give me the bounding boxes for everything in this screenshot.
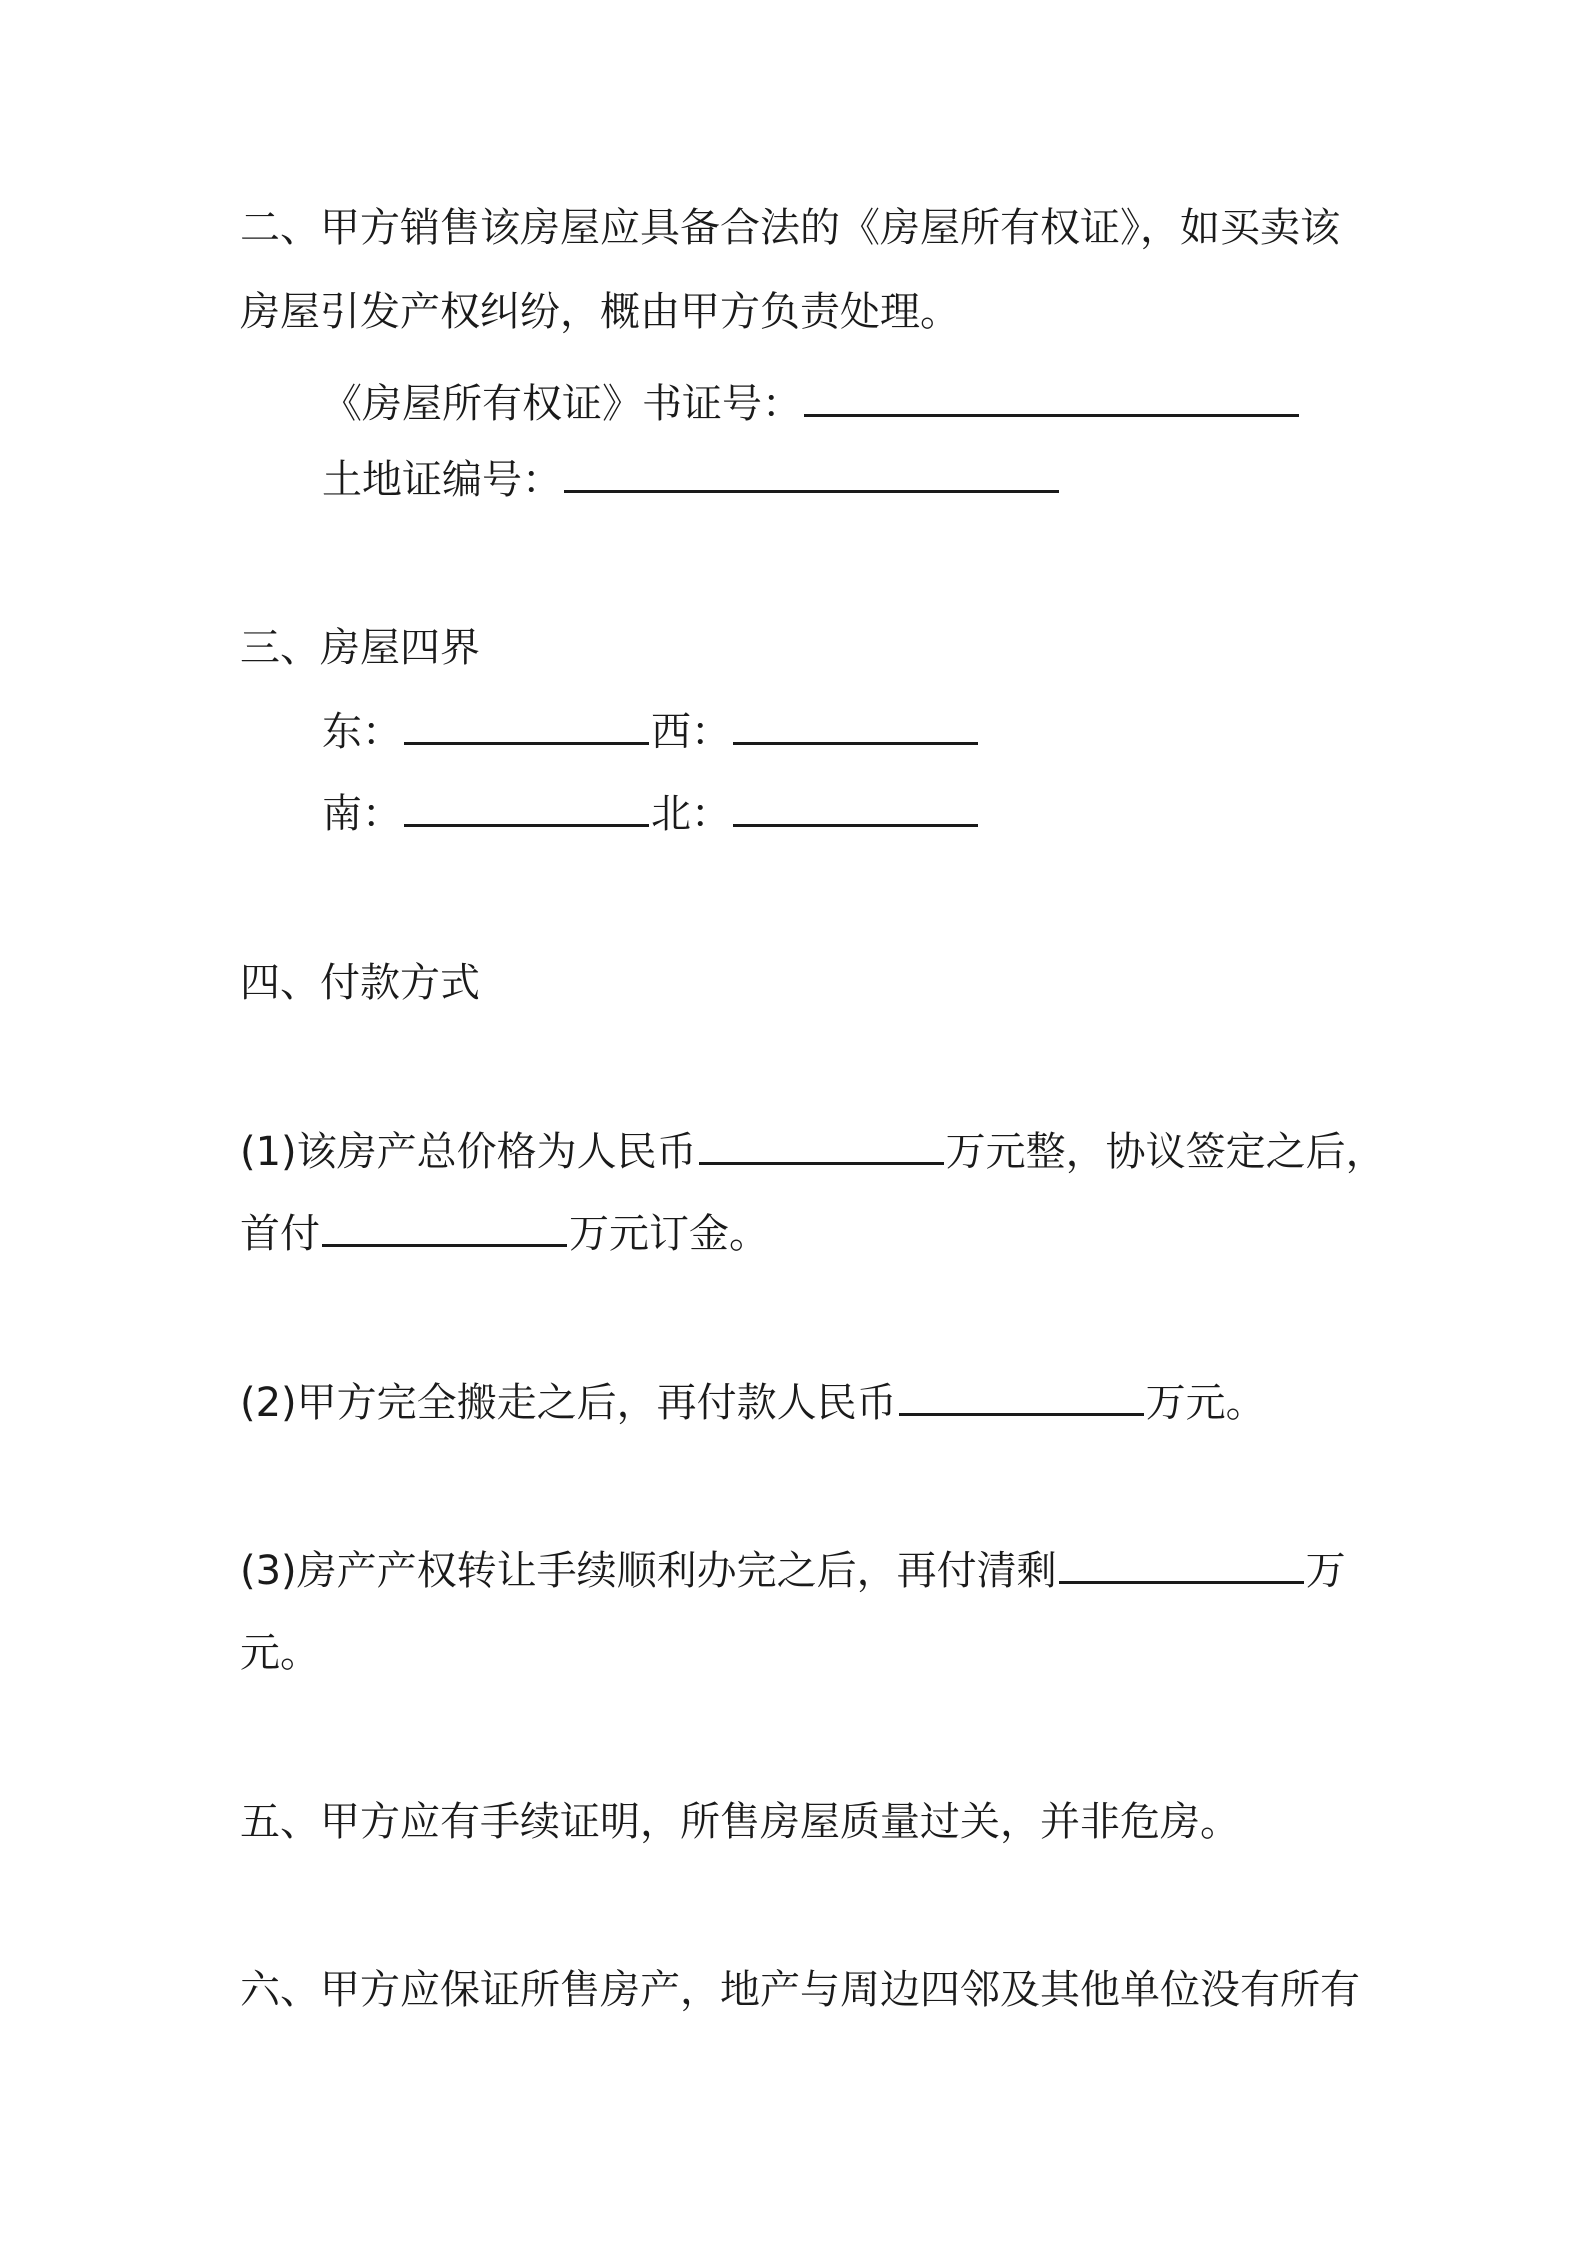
- payment-item1-line2: [240, 1206, 769, 1262]
- section2-line2: 房屋引发产权纠纷，概由甲方负责处理。: [240, 289, 960, 335]
- land-cert-label: 土地证编号：: [322, 457, 562, 503]
- section4-heading: 四、付款方式: [240, 960, 480, 1006]
- payment-item1-line1: [240, 1124, 1386, 1180]
- south-label: 南：: [322, 791, 402, 837]
- east-label: 东：: [322, 709, 402, 755]
- final-payment-blank[interactable]: [1059, 1551, 1304, 1584]
- section5-text: 五、甲方应有手续证明，所售房屋质量过关，并非危房。: [240, 1799, 1240, 1845]
- payment-item1-text-c: 首付: [240, 1211, 320, 1257]
- payment-item3-line1: [240, 1543, 1346, 1599]
- north-label: 北：: [651, 791, 731, 837]
- north-blank[interactable]: [733, 794, 978, 827]
- property-cert-number-row: [322, 376, 1301, 432]
- deposit-blank[interactable]: [322, 1214, 567, 1247]
- payment-item3-text-b: 万: [1305, 1548, 1346, 1594]
- section3-heading: 三、房屋四界: [240, 625, 480, 671]
- payment-item1-text-b: 万元整，协议签定之后，: [945, 1129, 1386, 1175]
- payment-item2-line: [240, 1375, 1266, 1431]
- boundary-east-west-row: [322, 704, 980, 760]
- section6-text: 六、甲方应保证所售房产，地产与周边四邻及其他单位没有所有: [240, 1967, 1360, 2013]
- section2-line1: 二、甲方销售该房屋应具备合法的《房屋所有权证》，如买卖该: [240, 205, 1340, 251]
- payment-item3-text-a: (3)房产产权转让手续顺利办完之后，再付清剩: [240, 1548, 1057, 1594]
- property-cert-label: 《房屋所有权证》书证号：: [322, 381, 802, 427]
- property-cert-number-blank[interactable]: [804, 384, 1299, 417]
- payment-item2-text-a: (2)甲方完全搬走之后，再付款人民币: [240, 1380, 897, 1426]
- payment-item1-text-a: (1)该房产总价格为人民币: [240, 1129, 697, 1175]
- second-payment-blank[interactable]: [899, 1383, 1144, 1416]
- land-cert-number-row: [322, 452, 1061, 508]
- south-blank[interactable]: [404, 794, 649, 827]
- payment-item2-text-b: 万元。: [1145, 1380, 1266, 1426]
- west-label: 西：: [651, 709, 731, 755]
- land-cert-number-blank[interactable]: [564, 460, 1059, 493]
- west-blank[interactable]: [733, 712, 978, 745]
- east-blank[interactable]: [404, 712, 649, 745]
- total-price-blank[interactable]: [699, 1132, 944, 1165]
- boundary-south-north-row: [322, 786, 980, 842]
- payment-item3-line2: 元。: [240, 1630, 320, 1676]
- payment-item1-text-d: 万元订金。: [569, 1211, 769, 1257]
